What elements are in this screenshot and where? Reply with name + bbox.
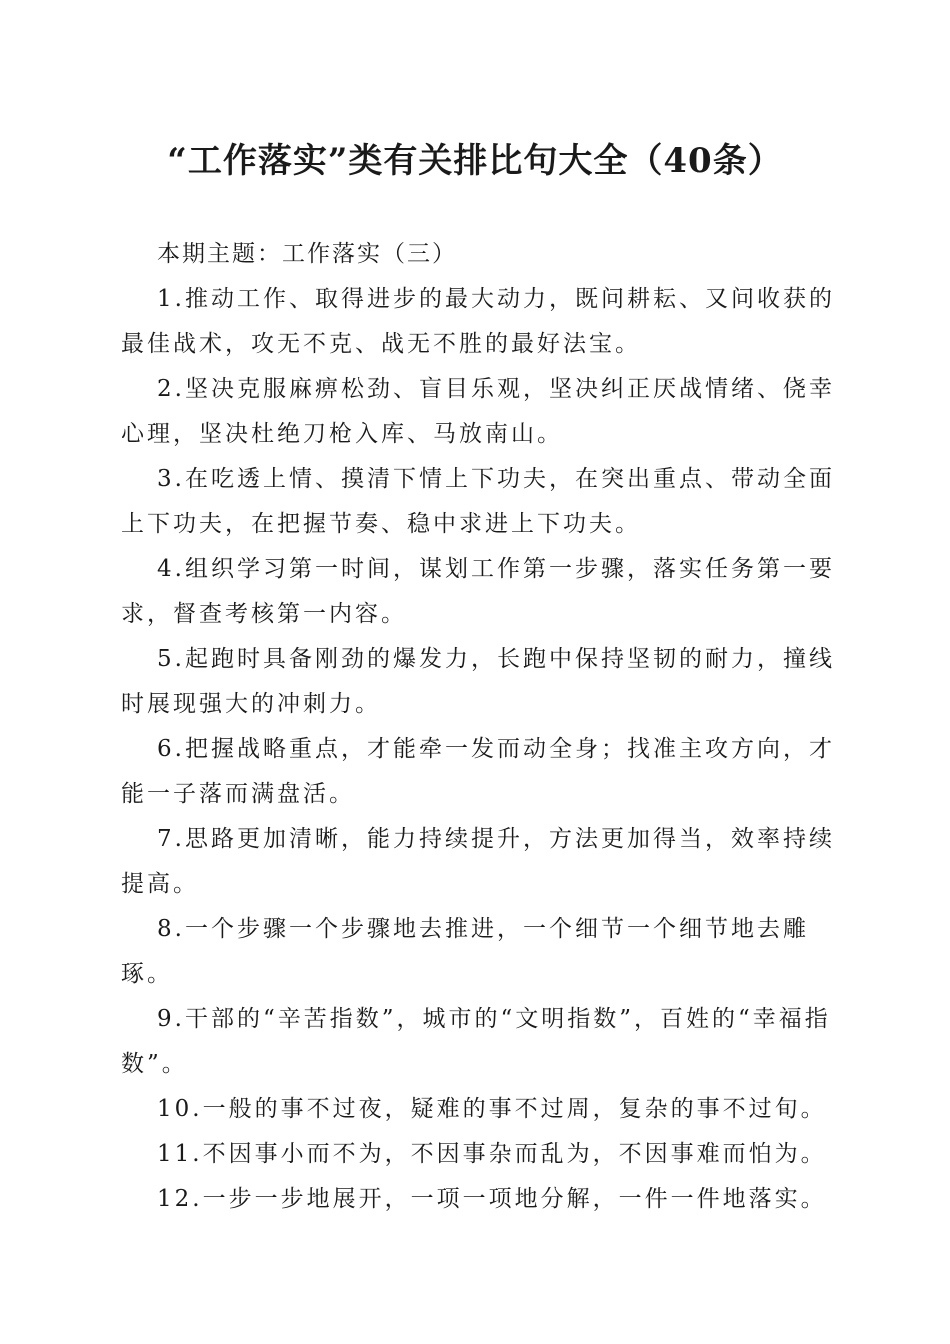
list-item: 1.推动工作、取得进步的最大动力，既问耕耘、又问收获的最佳战术，攻无不克、战无不胜的最好法宝。 [121,286,835,357]
document-body [121,232,839,1222]
subject-line: 本期主题：工作落实（三） [157,241,457,267]
list-item: 7.思路更加清晰，能力持续提升，方法更加得当，效率持续提高。 [121,826,835,897]
list-item: 6.把握战略重点，才能牵一发而动全身；找准主攻方向，才能一子落而满盘活。 [121,736,835,807]
list-item: 3.在吃透上情、摸清下情上下功夫，在突出重点、带动全面上下功夫，在把握节奏、稳中求进上下功夫。 [121,466,835,537]
list-item: 8.一个步骤一个步骤地去推进，一个细节一个细节地去雕琢。 [121,916,809,987]
list-item: 12.一步一步地展开，一项一项地分解，一件一件地落实。 [157,1186,827,1212]
list-item: 5.起跑时具备刚劲的爆发力，长跑中保持坚韧的耐力，撞线时展现强大的冲刺力。 [121,646,835,717]
list-item: 4.组织学习第一时间，谋划工作第一步骤，落实任务第一要求，督查考核第一内容。 [121,556,835,627]
document-title: “工作落实”类有关排比句大全（40条） [167,141,783,181]
list-item: 11.不因事小而不为，不因事杂而乱为，不因事难而怕为。 [157,1141,827,1167]
list-item: 9.干部的“辛苦指数”，城市的“文明指数”，百姓的“幸福指数”。 [121,1006,831,1077]
list-item: 2.坚决克服麻痹松劲、盲目乐观，坚决纠正厌战情绪、侥幸心理，坚决杜绝刀枪入库、马放南山。 [121,376,835,447]
list-item: 10.一般的事不过夜，疑难的事不过周，复杂的事不过旬。 [157,1096,827,1122]
